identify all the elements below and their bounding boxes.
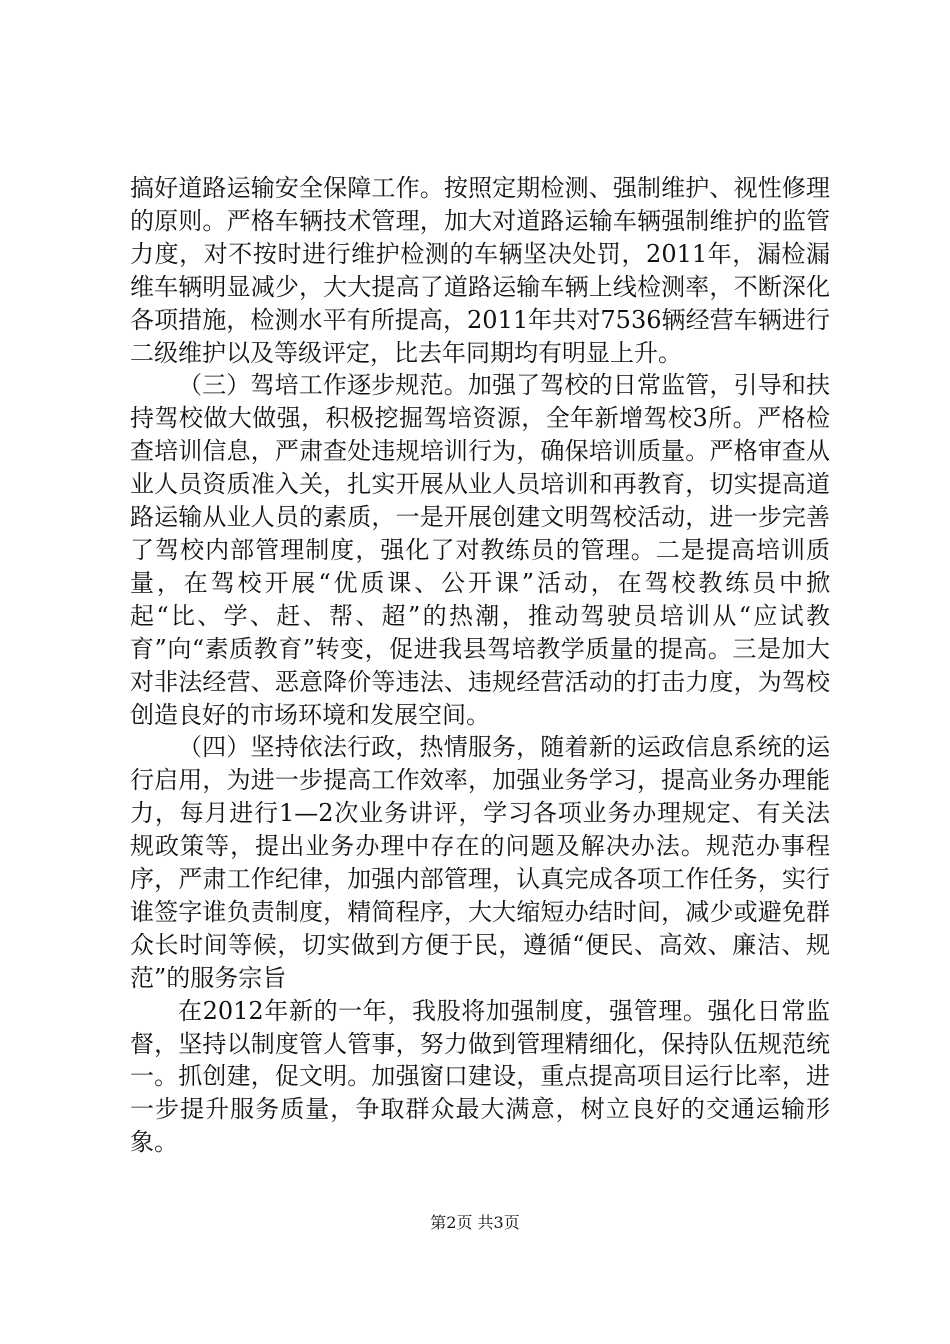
page-number-footer: 第2页 共3页 (430, 1213, 520, 1232)
paragraph-2012-plan: 在2012年新的一年，我股将加强制度，强管理。强化日常监督，坚持以制度管人管事，努力做到管理精细化，保持队伍规范统一。抓创建，促文明。加强窗口建设，重点提高项目运行比率，进一步提升服务质量，争取群众最大满意，树立良好的交通运输形象。 (130, 996, 830, 1157)
paragraph-driver-training: （三）驾培工作逐步规范。加强了驾校的日常监管，引导和扶持驾校做大做强，积极挖掘驾培资源，全年新增驾校3所。严格检查培训信息，严肃查处违规培训行为，确保培训质量。严格审查从业人员资质准入关，扎实开展从业人员培训和再教育，切实提高道路运输从业人员的素质，一是开展创建文明驾校活动，进一步完善了驾校内部管理制度，强化了对教练员的管理。二是提高培训质量，在驾校开展“优质课、公开课”活动，在驾校教练员中掀起“比、学、赶、帮、超”的热潮，推动驾驶员培训从“应试教育”向“素质教育”转变，促进我县驾培教学质量的提高。三是加大对非法经营、恶意降价等违法、违规经营活动的打击力度，为驾校创造良好的市场环境和发展空间。 (130, 371, 830, 729)
document-body (130, 172, 830, 1159)
paragraph-maintenance: 搞好道路运输安全保障工作。按照定期检测、强制维护、视性修理的原则。严格车辆技术管理，加大对道路运输车辆强制维护的监管力度，对不按时进行维护检测的车辆坚决处罚，2011年，漏检漏维车辆明显减少，大大提高了道路运输车辆上线检测率，不断深化各项措施，检测水平有所提高，2011年共对7536辆经营车辆进行二级维护以及等级评定，比去年同期均有明显上升。 (130, 174, 830, 367)
paragraph-administration-service: （四）坚持依法行政，热情服务，随着新的运政信息系统的运行启用，为进一步提高工作效率，加强业务学习，提高业务办理能力，每月进行1—2次业务讲评，学习各项业务办理规定、有关法规政策等，提出业务办理中存在的问题及解决办法。规范办事程序，严肃工作纪律，加强内部管理，认真完成各项工作任务，实行谁签字谁负责制度，精简程序，大大缩短办结时间，减少或避免群众长时间等候，切实做到方便于民，遵循“便民、高效、廉洁、规范”的服务宗旨 (130, 733, 830, 992)
